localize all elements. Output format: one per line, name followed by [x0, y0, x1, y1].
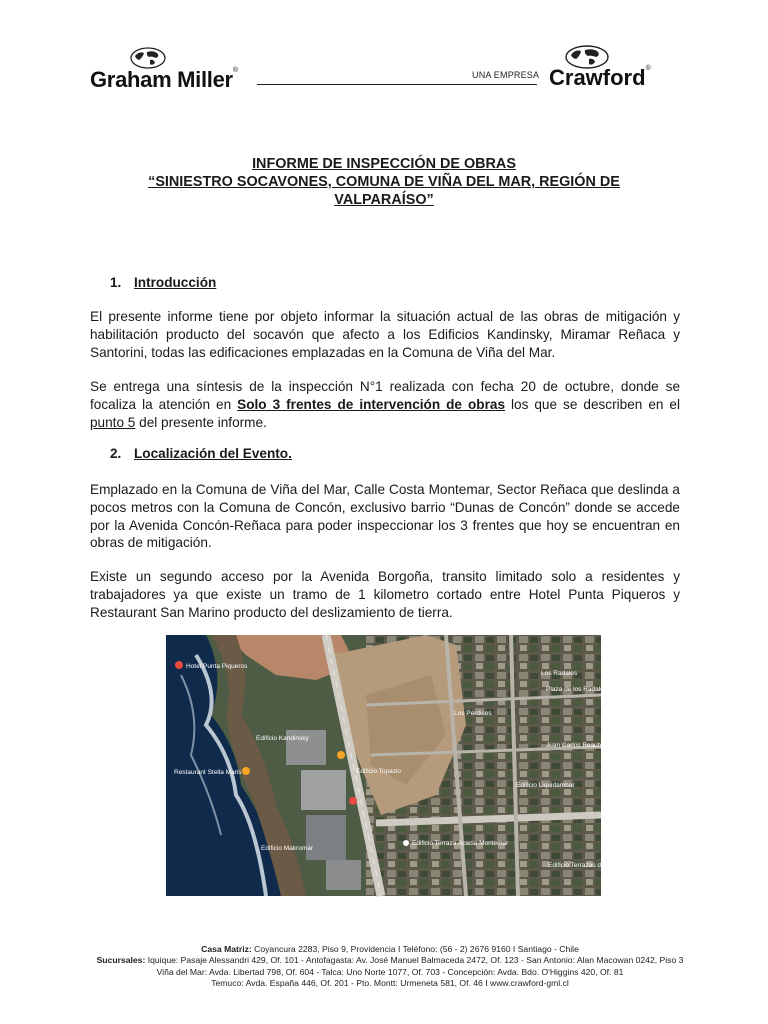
footer-line-4[interactable]: Temuco: Avda. España 446, Of. 201 - Pto. Montt: Urmeneta 581, Of. 46 I www.crawford-gml.cl [211, 978, 569, 989]
section-1-heading [110, 275, 216, 290]
title-line-2: “SINIESTRO SOCAVONES, COMUNA DE VIÑA DEL MAR, REGIÓN DE [148, 174, 620, 190]
footer-line-3: Viña del Mar: Avda. Libertad 798, Of. 604 - Talca: Uno Norte 1077, Of. 703 - Concepción: Avda. Bdo. O'Higgins 420, Of. 81 [156, 966, 624, 977]
registered-mark: ® [232, 67, 238, 74]
crawford-wordmark: Crawford [549, 65, 646, 90]
intro-paragraph-2 [90, 378, 680, 431]
section-number: 2. [110, 446, 122, 461]
crawford-logo [547, 45, 677, 90]
header-divider [257, 84, 537, 85]
paragraph-text: los que se describen en el [505, 396, 681, 412]
section-title: Localización del Evento. [134, 446, 292, 461]
map-label-radales: Los Radales [541, 670, 578, 677]
section-number: 1. [110, 275, 122, 290]
footer-line-2 [60, 955, 720, 966]
map-label-makromar: Edificio Makromar [261, 845, 314, 852]
location-paragraph-1: Emplazado en la Comuna de Viña del Mar, Calle Costa Montemar, Sector Reñaca que deslinda a pocos metros con la Comuna de Concón, exclusivo barrio “Dunas de Concón” donde se accede por la Avenida Concón-Reñaca para poder inspeccionar los 3 frentes que hoy se encuentran en obras de mitigación. [90, 482, 680, 551]
report-title [90, 155, 678, 209]
footer-label: Casa Matriz: [201, 944, 252, 954]
title-line-1: INFORME DE INSPECCIÓN DE OBRAS [252, 156, 516, 172]
satellite-map-image [166, 635, 636, 896]
map-label-kandinsky: Edificio Kandinsky [256, 735, 309, 742]
tagline: UNA EMPRESA [472, 70, 540, 80]
map-label-montemar: Edificio Terrazas de Montemar [548, 862, 636, 869]
footer-text: Coyancura 2283, Piso 9, Providencia I Teléfono: (56 - 2) 2676 9160 I Santiago - Chile [251, 944, 579, 954]
footer-line-1 [60, 944, 720, 955]
registered-mark: ® [645, 65, 651, 72]
map-label-plaza: Plaza de los Radales [546, 686, 608, 693]
graham-miller-wordmark: Graham Miller [90, 67, 233, 92]
location-paragraph-2: Existe un segundo acceso por la Avenida Borgoña, transito limitado solo a residentes y trabajadores ya que existe un tramo de 1 kilometro cortado entre Hotel Punta Piqueros y Restaurant San Marino producto del deslizamiento de tierra. [90, 569, 680, 620]
map-label-hotel: Hotel Punta Piqueros [186, 663, 248, 670]
globe-icon [130, 47, 166, 69]
point-5-link[interactable]: punto 5 [90, 414, 136, 430]
paragraph-text: del presente informe. [135, 414, 267, 430]
map-label-perdices: Los Perdices [454, 710, 492, 717]
footer [60, 944, 720, 990]
emphasis-fronts: Solo 3 frentes de intervención de obras [237, 396, 506, 412]
graham-miller-logo [90, 47, 260, 92]
title-line-3: VALPARAÍSO” [334, 192, 434, 208]
map-label-acacia: Edificio Terraza Acacia Montemar [412, 840, 509, 847]
paragraph-text: Se entrega una síntesis de la inspección N°1 realizada con fecha 20 de octubre, donde se focaliza la atención en [90, 379, 680, 412]
map-label-beauty: Juan Carlos Beauty & Spa [546, 742, 623, 749]
map-label-liquidambar: Edificio Liquidambar [516, 782, 575, 789]
map-label-restaurant: Restaurant Stella Maris [174, 769, 242, 776]
section-title: Introducción [134, 275, 217, 290]
footer-label: Sucursales: [96, 955, 146, 966]
satellite-map [166, 635, 636, 896]
map-label-topazio: Edificio Topazio [356, 768, 402, 775]
section-2-heading [110, 446, 292, 461]
footer-text: Iquique: Pasaje Alessandri 429, Of. 101 - Antofagasta: Av. José Manuel Balmaceda 2472, Of. 123 - San Antonio: Alan Macowan 0242, Piso 3 [145, 955, 684, 966]
intro-paragraph-1: El presente informe tiene por objeto informar la situación actual de las obras de mitigación y habilitación producto del socavón que afecto a los Edificios Kandinsky, Miramar Reñaca y Santorini, todas las edificaciones emplazadas en la Comuna de Viña del Mar. [90, 309, 680, 360]
